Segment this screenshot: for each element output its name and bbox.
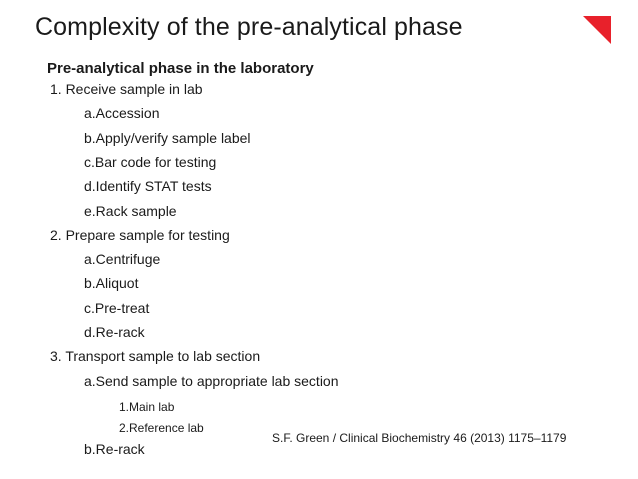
list-item-level2: c.Bar code for testing xyxy=(84,154,217,170)
list-item-level3: 1.Main lab xyxy=(119,400,175,414)
slide-title: Complexity of the pre-analytical phase xyxy=(35,13,463,41)
list-item-level2: c.Pre-treat xyxy=(84,300,150,316)
corner-triangle-icon xyxy=(583,16,611,44)
list-item-level1: 2. Prepare sample for testing xyxy=(50,227,230,243)
citation: S.F. Green / Clinical Biochemistry 46 (2013) 1175–1179 xyxy=(272,431,567,445)
list-item-level2: a.Centrifuge xyxy=(84,251,161,267)
list-item-level2: e.Rack sample xyxy=(84,203,177,219)
list-item-level3: 2.Reference lab xyxy=(119,421,204,435)
list-item-level1: 3. Transport sample to lab section xyxy=(50,348,261,364)
list-item-level1: 1. Receive sample in lab xyxy=(50,81,203,97)
list-item-level2: a.Send sample to appropriate lab section xyxy=(84,373,339,389)
list-item-level2: a.Accession xyxy=(84,105,160,121)
list-item-level2: b.Aliquot xyxy=(84,275,139,291)
list-item-level2: b.Re-rack xyxy=(84,441,145,457)
section-heading: Pre-analytical phase in the laboratory xyxy=(47,60,314,77)
list-item-level2: b.Apply/verify sample label xyxy=(84,130,251,146)
list-item-level2: d.Re-rack xyxy=(84,324,145,340)
list-item-level2: d.Identify STAT tests xyxy=(84,178,212,194)
